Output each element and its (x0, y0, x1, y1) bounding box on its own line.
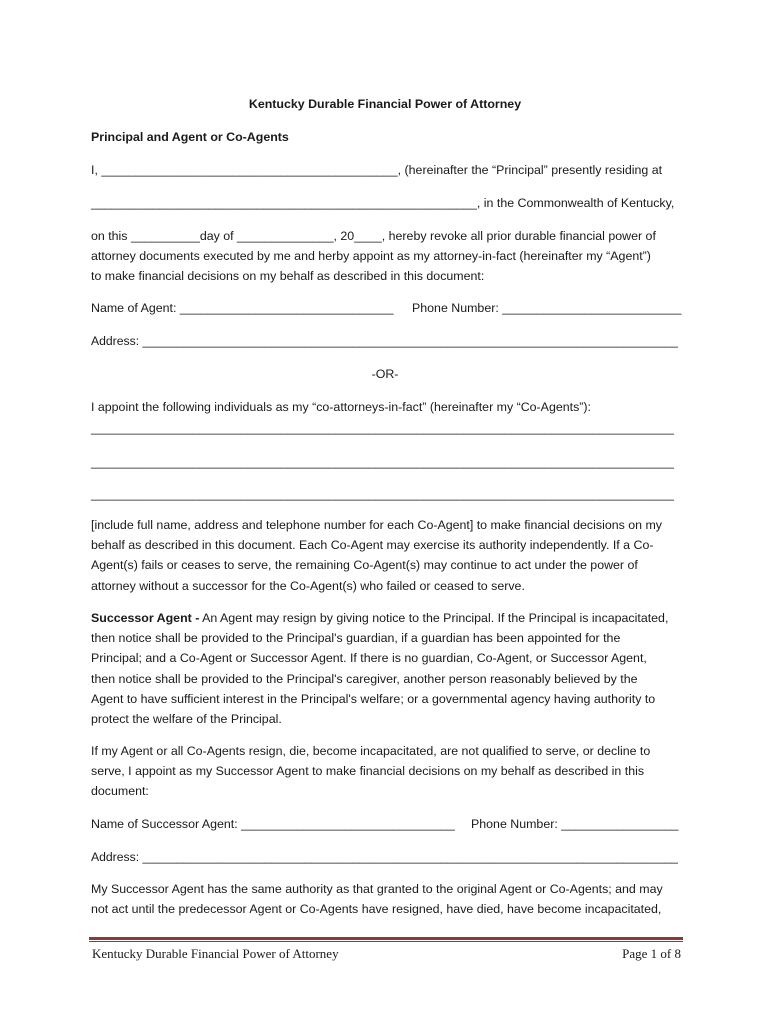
successor-info-row (91, 814, 683, 834)
successor-agent-label: Successor Agent - (91, 611, 200, 625)
agent-address-field: Address: _______________________________________________________________________________ (91, 334, 678, 348)
section-heading: Principal and Agent or Co-Agents (91, 130, 289, 144)
paragraph-line: then notice shall be provided to the Principal's guardian, if a guardian has been appointed for the (91, 631, 621, 646)
page-number: Page 1 of 8 (622, 946, 681, 961)
paragraph-line: behalf as described in this document. Each Co-Agent may exercise its authority independently. If a Co- (91, 538, 654, 553)
paragraph-line: attorney without a successor for the Co-Agent(s) who failed or ceased to serve. (91, 578, 525, 593)
paragraph-line: Agent(s) fails or ceases to serve, the remaining Co-Agent(s) may continue to act under the power of (91, 558, 638, 573)
footer-divider (89, 937, 683, 940)
paragraph-line: protect the welfare of the Principal. (91, 712, 282, 727)
paragraph-line: document: (91, 784, 149, 799)
paragraph-line: not act until the predecessor Agent or Co-Agents have resigned, have died, have become incapacitated, (91, 902, 662, 917)
coagent-paragraph (91, 515, 683, 596)
successor-text: An Agent may resign by giving notice to the Principal. If the Principal is incapacitated, (199, 611, 669, 625)
paragraph-line: then notice shall be provided to the Principal's caregiver, another person reasonably believed by the (91, 671, 638, 686)
successor-address-field: Address: _______________________________________________________________________________ (91, 850, 678, 864)
successor-phone-field: Phone Number: _________________ (471, 817, 679, 831)
successor-paragraph (91, 608, 683, 729)
agent-info-row (91, 298, 683, 318)
paragraph-line: [include full name, address and telephone number for each Co-Agent] to make financial decisions on my (91, 518, 662, 532)
agent-phone-field: Phone Number: __________________________ (412, 301, 682, 315)
footer-title: Kentucky Durable Financial Power of Attorney (92, 946, 339, 961)
document-title: Kentucky Durable Financial Power of Attorney (248, 97, 522, 111)
principal-line: I, ___________________________________________, (hereinafter the “Principal” presently residing at (91, 163, 663, 177)
agent-name-field: Name of Agent: _______________________________ (91, 301, 394, 315)
coagents-intro: I appoint the following individuals as my “co-attorneys-in-fact” (hereinafter my “Co-Agents”): (91, 400, 591, 414)
paragraph-line: to make financial decisions on my behalf as described in this document: (91, 269, 485, 284)
footer-divider-thin (89, 941, 683, 942)
successor-name-field: Name of Successor Agent: _______________________________ (91, 817, 455, 831)
coagent-blank-line: ______________________________________________________________________________________ (91, 421, 674, 435)
paragraph-line: on this __________day of ______________, 20____, hereby revoke all prior durable financial power of (91, 229, 656, 243)
coagent-blank-line: ______________________________________________________________________________________ (91, 455, 674, 469)
paragraph-line: Principal; and a Co-Agent or Successor Agent. If there is no guardian, Co-Agent, or Successor Agent, (91, 651, 647, 666)
paragraph-line: serve, I appoint as my Successor Agent to make financial decisions on my behalf as described in this (91, 764, 645, 779)
paragraph-line (91, 608, 683, 628)
paragraph-line: Agent to have sufficient interest in the Principal's welfare; or a governmental agency having authority to (91, 691, 656, 706)
paragraph-line: If my Agent or all Co-Agents resign, die, become incapacitated, are not qualified to serve, or decline to (91, 744, 651, 758)
resign-paragraph (91, 741, 683, 802)
paragraph-line: attorney documents executed by me and herby appoint as my attorney-in-fact (hereinafter my “Agent”) (91, 249, 651, 264)
residence-line: ________________________________________________________, in the Commonwealth of Kentucky, (91, 196, 675, 210)
coagent-blank-line: ______________________________________________________________________________________ (91, 487, 674, 501)
or-divider: -OR- (371, 367, 399, 381)
paragraph-line: My Successor Agent has the same authority as that granted to the original Agent or Co-Agents; and may (91, 882, 663, 896)
revoke-paragraph (91, 226, 683, 287)
authority-paragraph (91, 879, 683, 919)
